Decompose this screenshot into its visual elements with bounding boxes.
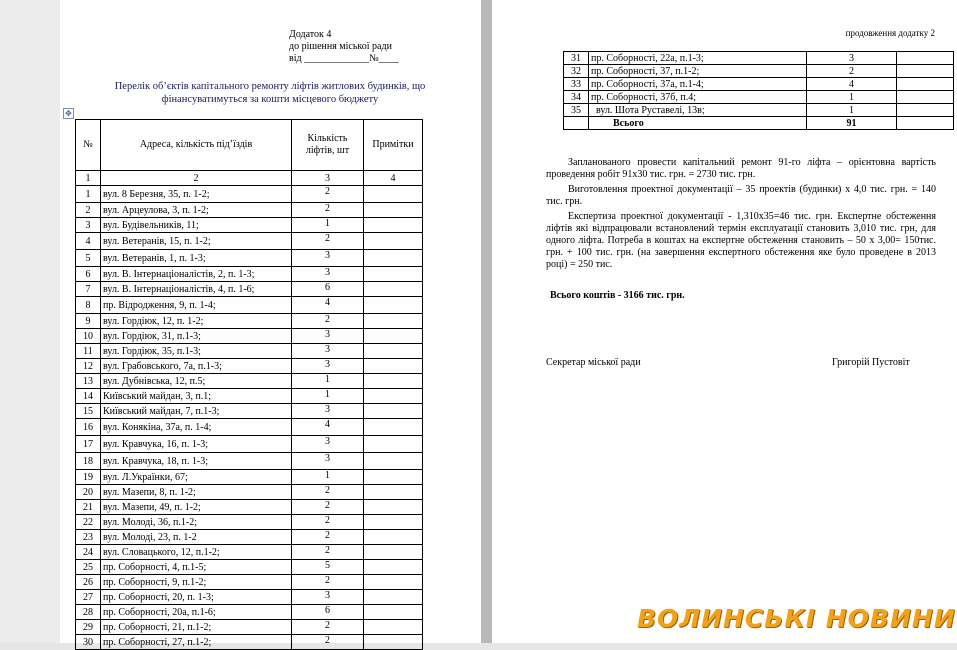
- row-count: 3: [292, 344, 364, 359]
- row-number: 29: [76, 620, 101, 635]
- signature-role: Секретар міської ради: [546, 357, 641, 368]
- table-row: [564, 78, 954, 91]
- row-note: [897, 104, 954, 117]
- row-address: вул. Кравчука, 16, п. 1-3;: [101, 436, 292, 453]
- addendum-line: від _____________№____: [289, 53, 399, 64]
- left-margin: [0, 0, 60, 643]
- row-address: пр. Соборності, 9, п.1-2;: [101, 575, 292, 590]
- header-notes: Примітки: [364, 120, 423, 171]
- row-address: вул. Мазепи, 49, п. 1-2;: [101, 500, 292, 515]
- row-address: вул. Молоді, 36, п.1-2;: [101, 515, 292, 530]
- row-count: 2: [292, 575, 364, 590]
- row-address: пр. Соборності, 20, п. 1-3;: [101, 590, 292, 605]
- row-count: 4: [292, 297, 364, 314]
- header-address: Адреса, кількість під’їздів: [101, 120, 292, 171]
- row-address: вул. Грабовського, 7а, п.1-3;: [101, 359, 292, 374]
- row-address: вул. Дубнівська, 12, п.5;: [101, 374, 292, 389]
- row-count: 1: [292, 470, 364, 485]
- row-count: 3: [292, 436, 364, 453]
- row-number: 1: [76, 186, 101, 203]
- table-row: [76, 436, 423, 453]
- index-cell: 1: [76, 171, 101, 186]
- table-row: [76, 530, 423, 545]
- row-number: 13: [76, 374, 101, 389]
- row-address: вул. Ветеранів, 15, п. 1-2;: [101, 233, 292, 250]
- row-note: [364, 545, 423, 560]
- document-title: Перелік об’єктів капітального ремонту ліфтів житлових будинків, що фінансуватимуться за кошти місцевого бюджету: [114, 81, 426, 105]
- row-note: [364, 297, 423, 314]
- row-number: 21: [76, 500, 101, 515]
- table-row: [76, 575, 423, 590]
- row-address: вул. Молоді, 23, п. 1-2: [101, 530, 292, 545]
- row-count: 6: [292, 605, 364, 620]
- row-number: 19: [76, 470, 101, 485]
- row-number: 11: [76, 344, 101, 359]
- lifts-table: [75, 119, 423, 650]
- table-row: [564, 52, 954, 65]
- table-row: [76, 620, 423, 635]
- row-number: 33: [564, 78, 589, 91]
- row-note: [364, 314, 423, 329]
- continuation-table: [563, 51, 954, 130]
- row-number: 14: [76, 389, 101, 404]
- row-number: 32: [564, 65, 589, 78]
- watermark-logo: ВОЛИНСЬКІ НОВИНИ: [637, 604, 956, 633]
- row-number: 15: [76, 404, 101, 419]
- row-note: [897, 52, 954, 65]
- header-count: Кількість ліфтів, шт: [292, 120, 364, 171]
- total-empty-cell: [564, 117, 589, 130]
- row-number: 10: [76, 329, 101, 344]
- row-address: пр. Соборності, 21, п.1-2;: [101, 620, 292, 635]
- row-address: вул. Конякіна, 37а, п. 1-4;: [101, 419, 292, 436]
- row-count: 2: [292, 620, 364, 635]
- row-address: вул. Л.Українки, 67;: [101, 470, 292, 485]
- table-row: [564, 104, 954, 117]
- row-count: 2: [292, 203, 364, 218]
- row-count: 3: [292, 453, 364, 470]
- table-row: [76, 590, 423, 605]
- row-count: 1: [807, 91, 897, 104]
- row-count: 2: [292, 485, 364, 500]
- row-note: [364, 635, 423, 650]
- index-cell: 3: [292, 171, 364, 186]
- row-number: 6: [76, 267, 101, 282]
- table-row: [564, 91, 954, 104]
- table-row: [76, 282, 423, 297]
- row-number: 35: [564, 104, 589, 117]
- row-note: [364, 267, 423, 282]
- row-count: 3: [292, 404, 364, 419]
- table-row: [76, 186, 423, 203]
- row-note: [364, 404, 423, 419]
- row-count: 2: [292, 515, 364, 530]
- table-row: [76, 545, 423, 560]
- row-count: 5: [292, 560, 364, 575]
- row-address: пр. Соборності, 22а, п.1-3;: [589, 52, 807, 65]
- addendum-line: до рішення міської ради: [289, 41, 392, 52]
- row-count: 2: [292, 233, 364, 250]
- addendum-line: Додаток 4: [289, 29, 332, 40]
- table-row: [564, 65, 954, 78]
- row-address: пр. Соборності, 27, п.1-2;: [101, 635, 292, 650]
- table-row: [76, 500, 423, 515]
- row-note: [364, 470, 423, 485]
- table-row: [76, 453, 423, 470]
- row-note: [364, 453, 423, 470]
- row-number: 17: [76, 436, 101, 453]
- row-address: Київський майдан, 3, п.1;: [101, 389, 292, 404]
- total-value: 91: [807, 117, 897, 130]
- row-note: [364, 233, 423, 250]
- row-address: пр. Соборності, 37б, п.4;: [589, 91, 807, 104]
- row-address: вул. Кравчука, 18, п. 1-3;: [101, 453, 292, 470]
- row-address: вул. Гордіюк, 35, п.1-3;: [101, 344, 292, 359]
- row-count: 3: [807, 52, 897, 65]
- row-number: 2: [76, 203, 101, 218]
- paragraph: Виготовлення проектної документації – 35 проектів (будинки) х 4,0 тис. грн. = 140 тис. грн.: [546, 184, 936, 207]
- row-number: 12: [76, 359, 101, 374]
- row-note: [364, 515, 423, 530]
- row-note: [364, 329, 423, 344]
- row-number: 7: [76, 282, 101, 297]
- row-note: [364, 605, 423, 620]
- row-note: [364, 359, 423, 374]
- row-note: [364, 485, 423, 500]
- row-count: 3: [292, 267, 364, 282]
- row-count: 3: [292, 329, 364, 344]
- row-number: 4: [76, 233, 101, 250]
- row-number: 8: [76, 297, 101, 314]
- table-row: [76, 359, 423, 374]
- row-note: [364, 218, 423, 233]
- row-count: 1: [292, 374, 364, 389]
- row-address: пр. Відродження, 9, п. 1-4;: [101, 297, 292, 314]
- row-address: вул. Гордіюк, 31, п.1-3;: [101, 329, 292, 344]
- paragraph: Експертиза проектної документації - 1,310х35=46 тис. грн. Експертне обстеження ліфтів які відпрацювали встановлений термін експлуатації становить 3,010 тис. грн, для одного ліфта. Потреба в коштах на експертне обстеження становить – 50 х 3,00= 150тис. грн. + 100 тис. грн. (на завершення експертного обстеження яке було проведене в 2013 році) = 250 тис.: [546, 211, 936, 270]
- row-note: [364, 590, 423, 605]
- total-funds: Всього коштів - 3166 тис. грн.: [550, 290, 685, 301]
- row-address: вул. Будівельників, 11;: [101, 218, 292, 233]
- row-count: 2: [807, 65, 897, 78]
- header-number: №: [76, 120, 101, 171]
- index-cell: 4: [364, 171, 423, 186]
- row-count: 1: [292, 389, 364, 404]
- row-number: 9: [76, 314, 101, 329]
- table-row: [76, 389, 423, 404]
- total-note-cell: [897, 117, 954, 130]
- row-address: Київський майдан, 7, п.1-3;: [101, 404, 292, 419]
- row-note: [897, 78, 954, 91]
- row-note: [364, 344, 423, 359]
- paragraph: Запланованого провести капітальний ремонт 91-го ліфта – орієнтовна вартість проведення робіт 91х30 тис. грн. = 2730 тис. грн.: [546, 157, 936, 180]
- total-label: Всього: [589, 117, 807, 130]
- row-note: [364, 436, 423, 453]
- body-text: [546, 157, 936, 274]
- row-address: пр. Соборності, 37, п.1-2;: [589, 65, 807, 78]
- table-row: [76, 218, 423, 233]
- row-count: 4: [807, 78, 897, 91]
- row-number: 25: [76, 560, 101, 575]
- row-note: [364, 203, 423, 218]
- row-address: вул. В. Інтернаціоналістів, 4, п. 1-6;: [101, 282, 292, 297]
- row-note: [364, 575, 423, 590]
- table-row: [76, 419, 423, 436]
- table-row: [76, 374, 423, 389]
- row-count: 1: [292, 218, 364, 233]
- table-row: [76, 344, 423, 359]
- row-number: 18: [76, 453, 101, 470]
- row-address: вул. Мазепи, 8, п. 1-2;: [101, 485, 292, 500]
- row-note: [364, 530, 423, 545]
- row-note: [364, 419, 423, 436]
- row-number: 3: [76, 218, 101, 233]
- row-number: 27: [76, 590, 101, 605]
- table-row: [76, 605, 423, 620]
- row-note: [364, 560, 423, 575]
- table-row: [76, 329, 423, 344]
- row-count: 6: [292, 282, 364, 297]
- row-count: 3: [292, 359, 364, 374]
- document-page-right: [492, 0, 957, 643]
- document-page-left: [60, 0, 481, 648]
- row-number: 5: [76, 250, 101, 267]
- row-address: вул. Ветеранів, 1, п. 1-3;: [101, 250, 292, 267]
- row-note: [897, 91, 954, 104]
- table-row: [76, 297, 423, 314]
- row-count: 3: [292, 250, 364, 267]
- table-row: [76, 203, 423, 218]
- row-note: [364, 250, 423, 267]
- row-number: 23: [76, 530, 101, 545]
- table-move-handle-icon[interactable]: ✥: [63, 108, 74, 119]
- row-count: 2: [292, 500, 364, 515]
- row-address: пр. Соборності, 20а, п.1-6;: [101, 605, 292, 620]
- row-note: [364, 500, 423, 515]
- row-note: [364, 389, 423, 404]
- row-address: пр. Соборності, 37а, п.1-4;: [589, 78, 807, 91]
- row-number: 30: [76, 635, 101, 650]
- row-number: 20: [76, 485, 101, 500]
- signature-name: Григорій Пустовіт: [832, 357, 910, 368]
- table-row: [76, 233, 423, 250]
- row-note: [364, 620, 423, 635]
- row-count: 2: [292, 635, 364, 650]
- row-address: пр. Соборності, 4, п.1-5;: [101, 560, 292, 575]
- row-address: вул. Шота Руставелі, 13в;: [589, 104, 807, 117]
- table-row: [76, 485, 423, 500]
- table-row: [76, 314, 423, 329]
- row-count: 1: [807, 104, 897, 117]
- row-note: [364, 282, 423, 297]
- table-row: [76, 635, 423, 650]
- row-number: 22: [76, 515, 101, 530]
- index-cell: 2: [101, 171, 292, 186]
- row-number: 16: [76, 419, 101, 436]
- row-count: 3: [292, 590, 364, 605]
- page-gutter: [481, 0, 492, 643]
- table-row: [76, 470, 423, 485]
- row-count: 2: [292, 314, 364, 329]
- row-number: 24: [76, 545, 101, 560]
- row-count: 4: [292, 419, 364, 436]
- row-count: 2: [292, 530, 364, 545]
- row-number: 26: [76, 575, 101, 590]
- continuation-title: продовження додатку 2: [845, 28, 935, 38]
- table-row: [76, 560, 423, 575]
- row-number: 34: [564, 91, 589, 104]
- row-number: 31: [564, 52, 589, 65]
- addendum-block: [289, 29, 399, 65]
- row-count: 2: [292, 186, 364, 203]
- row-note: [364, 186, 423, 203]
- row-count: 2: [292, 545, 364, 560]
- table-row: [76, 250, 423, 267]
- row-address: вул. 8 Березня, 35, п. 1-2;: [101, 186, 292, 203]
- table-row: [76, 515, 423, 530]
- row-address: вул. Словацького, 12, п.1-2;: [101, 545, 292, 560]
- row-address: вул. В. Інтернаціоналістів, 2, п. 1-3;: [101, 267, 292, 282]
- row-note: [897, 65, 954, 78]
- row-note: [364, 374, 423, 389]
- table-row: [76, 404, 423, 419]
- row-address: вул. Арцеулова, 3, п. 1-2;: [101, 203, 292, 218]
- table-row: [76, 267, 423, 282]
- row-number: 28: [76, 605, 101, 620]
- row-address: вул. Гордіюк, 12, п. 1-2;: [101, 314, 292, 329]
